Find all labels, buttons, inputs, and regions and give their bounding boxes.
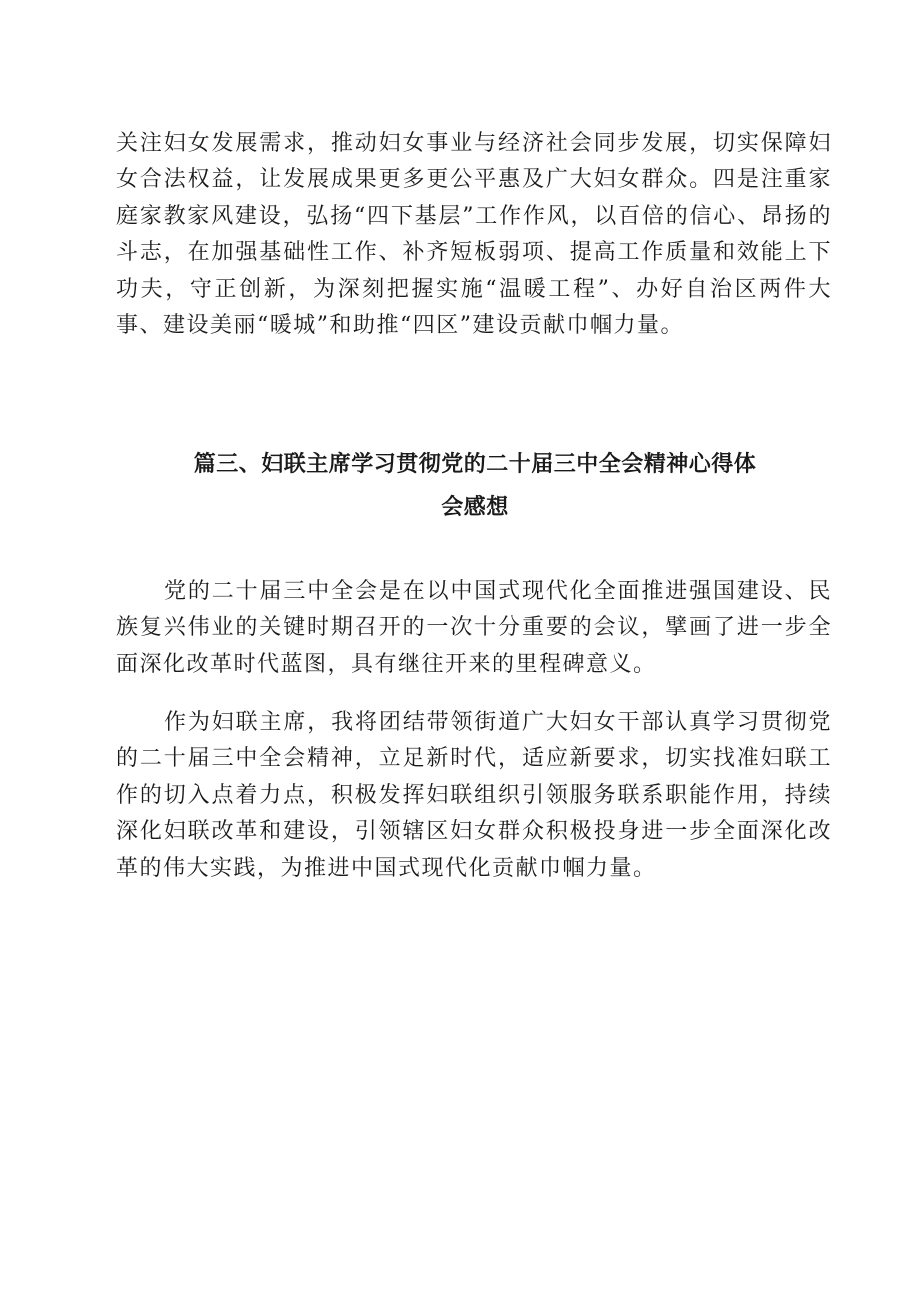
continuation-paragraph: 关注妇女发展需求，推动妇女事业与经济社会同步发展，切实保障妇女合法权益，让发展成果更多更公平惠及广大妇女群众。四是注重家庭家教家风建设，弘扬“四下基层”工作作风，以百倍的信心、昂扬的斗志，在加强基础性工作、补齐短板弱项、提高工作质量和效能上下功夫，守正创新，为深刻把握实施“温暖工程”、办好自治区两件大事、建设美丽“暖城”和助推“四区”建设贡献巾帼力量。: [116, 131, 832, 339]
section-title: [150, 443, 800, 529]
body-paragraph-2: 作为妇联主席，我将团结带领街道广大妇女干部认真学习贯彻党的二十届三中全会精神，立足新时代，适应新要求，切实找准妇联工作的切入点着力点，积极发挥妇联组织引领服务联系职能作用，持续深化妇联改革和建设，引领辖区妇女群众积极投身进一步全面深化改革的伟大实践，为推进中国式现代化贡献巾帼力量。: [116, 710, 832, 881]
section-title-line-2: 会感想: [441, 495, 509, 520]
body-paragraph-1: 党的二十届三中全会是在以中国式现代化全面推进强国建设、民族复兴伟业的关键时期召开的一次十分重要的会议，擘画了进一步全面深化改革时代蓝图，具有继往开来的里程碑意义。: [116, 579, 832, 677]
section-title-line-1: 篇三、妇联主席学习贯彻党的二十届三中全会精神心得体: [193, 452, 757, 477]
